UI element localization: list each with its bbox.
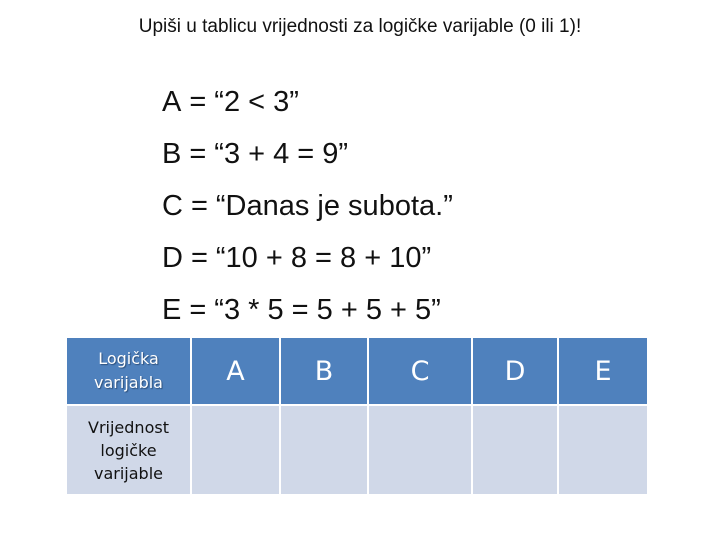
statement-expression: “3 + 4 = 9” bbox=[214, 138, 349, 170]
page-title: Upiši u tablicu vrijednosti za logičke varijable (0 ili 1)! bbox=[138, 16, 582, 37]
statement-c bbox=[162, 180, 453, 232]
value-row-label bbox=[66, 405, 191, 495]
header-row-label bbox=[66, 337, 191, 405]
statement-d bbox=[162, 232, 453, 284]
statement-list bbox=[162, 76, 453, 336]
statement-equals: = bbox=[190, 242, 208, 274]
header-cell-c: C bbox=[368, 337, 472, 405]
statement-expression: “2 < 3” bbox=[214, 86, 299, 118]
value-label-line: logičke bbox=[100, 440, 157, 460]
value-cell-e[interactable] bbox=[558, 405, 648, 495]
logic-values-table bbox=[65, 336, 649, 496]
statement-e bbox=[162, 284, 453, 336]
header-cell-b: B bbox=[280, 337, 368, 405]
header-cell-e: E bbox=[558, 337, 648, 405]
statement-variable: C bbox=[162, 190, 183, 222]
statement-variable: E bbox=[162, 294, 182, 326]
header-cell-a: A bbox=[191, 337, 280, 405]
statement-equals: = bbox=[189, 294, 207, 326]
statement-expression: “10 + 8 = 8 + 10” bbox=[215, 242, 432, 274]
value-cell-b[interactable] bbox=[280, 405, 368, 495]
value-label-line: varijable bbox=[94, 463, 163, 483]
statement-a bbox=[162, 76, 453, 128]
value-cell-a[interactable] bbox=[191, 405, 280, 495]
statement-variable: D bbox=[162, 242, 183, 274]
value-cell-d[interactable] bbox=[472, 405, 558, 495]
header-label-line: Logička bbox=[98, 349, 159, 368]
table-header-row bbox=[66, 337, 648, 405]
header-label-line: varijabla bbox=[94, 373, 163, 392]
statement-equals: = bbox=[189, 86, 207, 118]
statement-equals: = bbox=[190, 190, 208, 222]
value-label-line: Vrijednost bbox=[88, 417, 169, 437]
header-cell-d: D bbox=[472, 337, 558, 405]
statement-expression: “Danas je subota.” bbox=[215, 190, 453, 222]
statement-variable: A bbox=[162, 86, 182, 118]
value-cell-c[interactable] bbox=[368, 405, 472, 495]
statement-expression: “3 * 5 = 5 + 5 + 5” bbox=[214, 294, 441, 326]
statement-equals: = bbox=[189, 138, 207, 170]
table-value-row bbox=[66, 405, 648, 495]
statement-variable: B bbox=[162, 138, 182, 170]
statement-b bbox=[162, 128, 453, 180]
